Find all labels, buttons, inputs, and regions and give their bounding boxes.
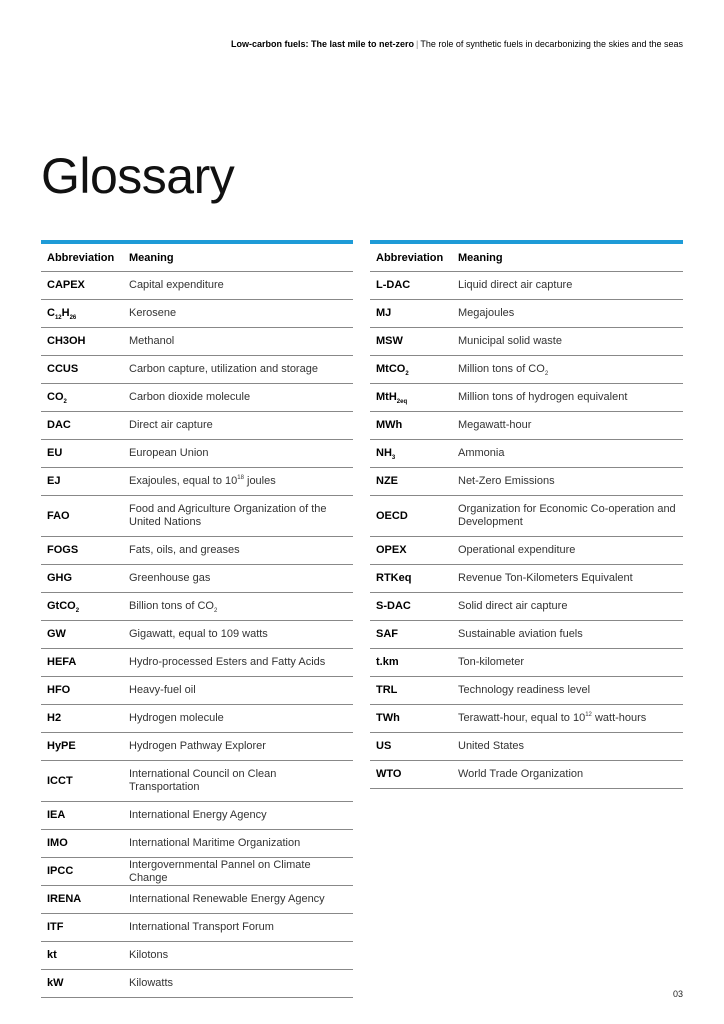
table-row: [41, 970, 353, 998]
table-row: [41, 677, 353, 705]
meaning-cell: [452, 356, 683, 384]
table-row: [370, 440, 683, 468]
abbreviation-cell: [41, 593, 123, 621]
meaning-cell: [123, 886, 353, 914]
meaning-cell: [123, 300, 353, 328]
meaning-text: Hydro-processed Esters and Fatty Acids: [129, 656, 326, 668]
header-subtitle: The role of synthetic fuels in decarbonizing the skies and the seas: [420, 39, 683, 49]
abbreviation-cell: [370, 565, 452, 593]
meaning-cell: [452, 733, 683, 761]
table-row: [41, 802, 353, 830]
meaning-text: Solid direct air capture: [458, 600, 568, 612]
table-row: [370, 621, 683, 649]
meaning-cell: [123, 468, 353, 496]
abbreviation-cell: [370, 384, 452, 412]
abbreviation-subscript: 2: [405, 371, 409, 377]
meaning-cell: [452, 496, 683, 537]
abbreviation-cell: [370, 761, 452, 789]
abbreviation-text: L-DAC: [376, 279, 411, 291]
abbreviation-text: MJ: [376, 307, 392, 319]
meaning-cell: [452, 593, 683, 621]
meaning-header: Meaning: [452, 242, 683, 272]
glossary-table-left: [41, 240, 353, 998]
meaning-text: Million tons of hydrogen equivalent: [458, 391, 628, 403]
meaning-superscript: 12: [585, 712, 592, 718]
meaning-cell: [452, 565, 683, 593]
table-row: [41, 621, 353, 649]
abbreviation-cell: [41, 886, 123, 914]
table-row: [41, 886, 353, 914]
abbreviation-text: S-DAC: [376, 600, 411, 612]
meaning-cell: [123, 593, 353, 621]
abbreviation-text: H: [61, 307, 70, 319]
abbreviation-cell: [41, 649, 123, 677]
meaning-cell: [123, 830, 353, 858]
meaning-text: Methanol: [129, 335, 175, 347]
table-row: [370, 537, 683, 565]
abbreviation-cell: [41, 677, 123, 705]
table-row: [41, 468, 353, 496]
meaning-text: Operational expenditure: [458, 544, 576, 556]
page-number: 03: [672, 989, 683, 999]
table-row: [370, 468, 683, 496]
header-separator: |: [416, 39, 419, 49]
meaning-text: United States: [458, 740, 525, 752]
meaning-cell: [123, 802, 353, 830]
meaning-cell: [452, 384, 683, 412]
meaning-text: Kilotons: [129, 949, 169, 961]
meaning-text: Fats, oils, and greases: [129, 544, 240, 556]
meaning-cell: [123, 621, 353, 649]
abbreviation-text: OECD: [376, 509, 408, 522]
meaning-cell: [123, 858, 353, 886]
meaning-text: Hydrogen Pathway Explorer: [129, 740, 266, 752]
table-row: [370, 356, 683, 384]
meaning-text: World Trade Organization: [458, 768, 584, 780]
meaning-cell: [452, 621, 683, 649]
abbreviation-header: Abbreviation: [370, 242, 452, 272]
abbreviation-cell: [41, 705, 123, 733]
meaning-text: Food and Agriculture Organization of the United Nations: [129, 503, 327, 528]
meaning-subscript: 2: [544, 371, 549, 377]
abbreviation-text: FAO: [47, 509, 70, 522]
abbreviation-cell: [41, 914, 123, 942]
meaning-text: Revenue Ton-Kilometers Equivalent: [458, 572, 633, 584]
meaning-text: Heavy-fuel oil: [129, 684, 196, 696]
table-row: [370, 496, 683, 537]
abbreviation-text: CH3OH: [47, 335, 86, 347]
abbreviation-cell: [370, 593, 452, 621]
table-row: [41, 942, 353, 970]
table-row: [370, 761, 683, 789]
abbreviation-text: IRENA: [47, 893, 82, 905]
abbreviation-cell: [41, 384, 123, 412]
meaning-text: joules: [243, 475, 276, 487]
table-row: [41, 384, 353, 412]
abbreviation-cell: [370, 496, 452, 537]
abbreviation-header: Abbreviation: [41, 242, 123, 272]
meaning-text: Ton-kilometer: [458, 656, 525, 668]
abbreviation-cell: [41, 356, 123, 384]
meaning-text: International Transport Forum: [129, 921, 274, 933]
abbreviation-cell: [41, 761, 123, 802]
abbreviation-cell: [370, 412, 452, 440]
meaning-text: Billion tons of CO: [129, 600, 214, 612]
abbreviation-cell: [370, 733, 452, 761]
table-row: [370, 384, 683, 412]
table-row: [370, 705, 683, 733]
abbreviation-cell: [370, 677, 452, 705]
meaning-cell: [123, 537, 353, 565]
abbreviation-text: HyPE: [47, 740, 76, 752]
abbreviation-text: ICCT: [47, 774, 73, 787]
abbreviation-cell: [41, 440, 123, 468]
running-header: [231, 39, 683, 49]
abbreviation-cell: [370, 621, 452, 649]
abbreviation-text: t.km: [376, 656, 399, 668]
abbreviation-cell: [370, 440, 452, 468]
meaning-cell: [123, 565, 353, 593]
abbreviation-cell: [41, 565, 123, 593]
meaning-superscript: 18: [237, 475, 244, 481]
abbreviation-cell: [41, 537, 123, 565]
table-row: [41, 537, 353, 565]
abbreviation-cell: [41, 412, 123, 440]
table-row: [41, 858, 353, 886]
meaning-cell: [123, 677, 353, 705]
abbreviation-cell: [370, 328, 452, 356]
abbreviation-cell: [370, 649, 452, 677]
abbreviation-text: GW: [47, 628, 66, 640]
table-row: [370, 272, 683, 300]
meaning-cell: [123, 384, 353, 412]
abbreviation-cell: [41, 858, 123, 886]
meaning-cell: [452, 440, 683, 468]
meaning-cell: [452, 537, 683, 565]
table-row: [41, 328, 353, 356]
meaning-text: Million tons of CO: [458, 363, 545, 375]
meaning-cell: [452, 272, 683, 300]
meaning-text: Greenhouse gas: [129, 572, 211, 584]
meaning-text: Capital expenditure: [129, 279, 224, 291]
abbreviation-text: EJ: [47, 475, 61, 487]
abbreviation-text: CO: [47, 391, 64, 403]
meaning-cell: [123, 914, 353, 942]
meaning-cell: [452, 412, 683, 440]
abbreviation-text: ITF: [47, 921, 64, 933]
header-title: Low-carbon fuels: The last mile to net-zero: [230, 39, 414, 49]
abbreviation-text: CAPEX: [47, 279, 85, 291]
abbreviation-text: C: [47, 307, 55, 319]
abbreviation-subscript: 26: [69, 315, 77, 321]
meaning-text: Technology readiness level: [458, 684, 591, 696]
abbreviation-text: MWh: [376, 419, 403, 431]
table-row: [41, 496, 353, 537]
abbreviation-text: WTO: [376, 768, 402, 780]
table-row: [41, 830, 353, 858]
abbreviation-cell: [41, 300, 123, 328]
abbreviation-subscript: 3: [391, 455, 396, 461]
meaning-text: International Maritime Organization: [129, 837, 301, 849]
table-row: [41, 705, 353, 733]
table-row: [370, 565, 683, 593]
table-row: [41, 593, 353, 621]
meaning-text: Ammonia: [458, 447, 505, 459]
abbreviation-cell: [41, 802, 123, 830]
meaning-text: Carbon dioxide molecule: [129, 391, 251, 403]
meaning-cell: [123, 733, 353, 761]
abbreviation-subscript: 2: [63, 399, 67, 405]
meaning-cell: [452, 649, 683, 677]
abbreviation-cell: [41, 468, 123, 496]
abbreviation-subscript: 2: [75, 608, 80, 614]
meaning-cell: [452, 705, 683, 733]
table-row: [41, 356, 353, 384]
meaning-text: Direct air capture: [129, 419, 213, 431]
abbreviation-text: HFO: [47, 684, 71, 696]
table-row: [41, 272, 353, 300]
abbreviation-text: GHG: [47, 572, 73, 584]
abbreviation-text: MtH: [376, 391, 397, 403]
table-row: [370, 733, 683, 761]
meaning-text: International Energy Agency: [129, 809, 267, 821]
abbreviation-text: EU: [47, 447, 63, 459]
abbreviation-cell: [370, 537, 452, 565]
page-title: Glossary: [41, 148, 235, 204]
meaning-text: International Renewable Energy Agency: [129, 893, 325, 905]
meaning-cell: [123, 942, 353, 970]
abbreviation-text: SAF: [376, 628, 398, 640]
table-row: [41, 733, 353, 761]
table-row: [370, 593, 683, 621]
meaning-cell: [452, 300, 683, 328]
abbreviation-cell: [370, 272, 452, 300]
meaning-text: Hydrogen molecule: [129, 712, 224, 724]
abbreviation-text: CCUS: [47, 363, 79, 375]
abbreviation-subscript: 12: [54, 315, 62, 321]
table-header-row: [370, 242, 683, 272]
table-row: [41, 565, 353, 593]
meaning-cell: [123, 356, 353, 384]
meaning-subscript: 2: [213, 608, 218, 614]
meaning-cell: [123, 496, 353, 537]
meaning-header: Meaning: [123, 242, 353, 272]
abbreviation-text: H2: [47, 712, 62, 724]
table-row: [41, 440, 353, 468]
abbreviation-text: RTKeq: [376, 572, 412, 584]
meaning-text: European Union: [129, 447, 209, 459]
meaning-text: Net-Zero Emissions: [458, 475, 555, 487]
abbreviation-text: DAC: [47, 419, 71, 431]
table-row: [370, 328, 683, 356]
meaning-cell: [123, 412, 353, 440]
abbreviation-text: OPEX: [376, 544, 407, 556]
meaning-cell: [123, 328, 353, 356]
abbreviation-cell: [370, 705, 452, 733]
meaning-text: Terawatt-hour, equal to 10: [458, 712, 586, 724]
abbreviation-text: IPCC: [47, 865, 74, 877]
meaning-text: Megajoules: [458, 307, 515, 319]
abbreviation-subscript: 2eq: [396, 399, 408, 405]
meaning-cell: [452, 468, 683, 496]
abbreviation-text: kW: [47, 977, 64, 989]
meaning-text: Intergovernmental Pannel on Climate Change: [129, 858, 311, 884]
abbreviation-cell: [41, 496, 123, 537]
abbreviation-cell: [41, 733, 123, 761]
meaning-text: Kerosene: [129, 307, 177, 319]
abbreviation-text: IEA: [47, 809, 66, 821]
table-row: [370, 677, 683, 705]
meaning-cell: [123, 272, 353, 300]
table-row: [41, 412, 353, 440]
abbreviation-text: MtCO: [376, 363, 406, 375]
abbreviation-cell: [41, 970, 123, 998]
glossary-table-right: [370, 240, 683, 789]
abbreviation-text: MSW: [376, 335, 403, 347]
abbreviation-text: TRL: [376, 684, 398, 696]
abbreviation-text: kt: [47, 949, 57, 961]
abbreviation-cell: [370, 356, 452, 384]
table-row: [41, 649, 353, 677]
abbreviation-text: FOGS: [47, 544, 79, 556]
meaning-cell: [123, 705, 353, 733]
meaning-cell: [123, 970, 353, 998]
table-row: [41, 300, 353, 328]
meaning-cell: [123, 761, 353, 802]
meaning-cell: [452, 328, 683, 356]
abbreviation-cell: [41, 328, 123, 356]
meaning-text: Municipal solid waste: [458, 335, 562, 347]
table-row: [370, 412, 683, 440]
meaning-cell: [452, 677, 683, 705]
meaning-text: Megawatt-hour: [458, 419, 532, 431]
meaning-text: Liquid direct air capture: [458, 279, 573, 291]
abbreviation-cell: [41, 942, 123, 970]
meaning-text: Carbon capture, utilization and storage: [129, 363, 318, 375]
abbreviation-cell: [370, 468, 452, 496]
meaning-cell: [123, 649, 353, 677]
abbreviation-text: HEFA: [47, 656, 77, 668]
meaning-cell: [452, 761, 683, 789]
meaning-text: Kilowatts: [129, 977, 174, 989]
table-header-row: [41, 242, 353, 272]
abbreviation-cell: [41, 621, 123, 649]
table-row: [41, 914, 353, 942]
meaning-cell: [123, 440, 353, 468]
table-row: [370, 300, 683, 328]
meaning-text: Exajoules, equal to 10: [129, 475, 238, 487]
abbreviation-text: GtCO: [47, 600, 76, 612]
meaning-text: Organization for Economic Co-operation and Development: [458, 503, 676, 528]
abbreviation-cell: [370, 300, 452, 328]
meaning-text: Sustainable aviation fuels: [458, 628, 583, 640]
meaning-text: International Council on Clean Transportation: [129, 768, 277, 793]
table-row: [370, 649, 683, 677]
meaning-text: watt-hours: [591, 712, 647, 724]
abbreviation-text: US: [376, 740, 392, 752]
abbreviation-cell: [41, 272, 123, 300]
abbreviation-text: TWh: [376, 712, 400, 724]
abbreviation-text: NH: [376, 447, 392, 459]
abbreviation-cell: [41, 830, 123, 858]
meaning-text: Gigawatt, equal to 109 watts: [129, 628, 268, 640]
abbreviation-text: IMO: [47, 837, 68, 849]
abbreviation-text: NZE: [376, 475, 398, 487]
table-row: [41, 761, 353, 802]
